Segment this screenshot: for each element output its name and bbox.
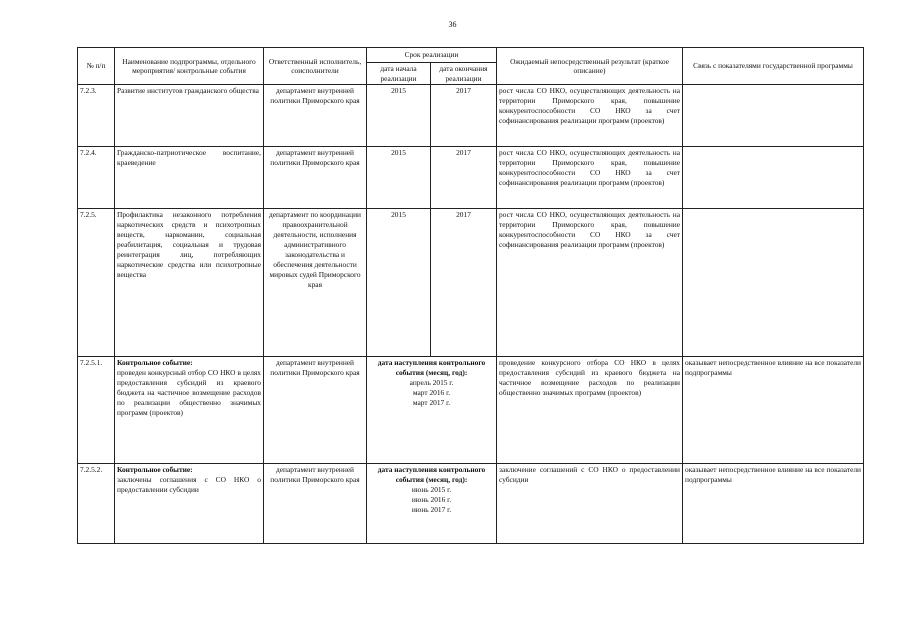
table-row xyxy=(78,209,864,357)
table-row xyxy=(78,85,864,147)
event-date-title: дата наступления контрольного события (месяц, год): xyxy=(377,465,486,484)
event-date: март 2016 г. xyxy=(412,388,451,397)
row-link xyxy=(683,147,864,209)
row-num: 7.2.5. xyxy=(78,209,115,357)
event-responsible: департамент внутренней политики Приморского края xyxy=(264,357,367,464)
row-responsible: департамент внутренней политики Приморского края xyxy=(264,85,367,147)
header-end: дата окончания реализации xyxy=(431,63,497,85)
event-description xyxy=(115,464,264,544)
row-end: 2017 xyxy=(431,147,497,209)
event-date: июнь 2016 г. xyxy=(411,495,452,504)
event-description xyxy=(115,357,264,464)
event-date: июнь 2017 г. xyxy=(411,505,452,514)
row-responsible: департамент по координации правоохранительной деятельности, исполнения административного законодательства и обеспечения деятельности мировых судей Приморского края xyxy=(264,209,367,357)
event-num: 7.2.5.2. xyxy=(78,464,115,544)
row-result: рост числа СО НКО, осуществляющих деятельность на территории Приморского края, повышение конкурентоспособности СО НКО за счет софинансирования реализации программ (проектов) xyxy=(497,85,683,147)
event-dates xyxy=(367,357,497,464)
row-link xyxy=(683,85,864,147)
header-name: Наименование подпрограммы, отдельного мероприятия/ контрольные события xyxy=(115,48,264,85)
event-date: март 2017 г. xyxy=(412,398,451,407)
event-date: апрель 2015 г. xyxy=(409,378,454,387)
row-start: 2015 xyxy=(367,147,431,209)
event-text: заключены соглашения с СО НКО о предоставлении субсидии xyxy=(117,475,261,494)
row-name: Гражданско-патриотическое воспитание, краеведение xyxy=(115,147,264,209)
row-start: 2015 xyxy=(367,209,431,357)
header-responsible: Ответственный исполнитель, соисполнители xyxy=(264,48,367,85)
event-date-title: дата наступления контрольного события (месяц, год): xyxy=(377,358,486,377)
row-result: рост числа СО НКО, осуществляющих деятельность на территории Приморского края, повышение конкурентоспособности СО НКО за счет софинансирования реализации программ (проектов) xyxy=(497,209,683,357)
event-text: проведен конкурсный отбор СО НКО в целях предоставления субсидий из краевого бюджета на частичное возмещение расходов по реализации общественно значимых программ (проектов) xyxy=(117,368,261,417)
event-result: проведение конкурсного отбора СО НКО в целях предоставления субсидий из краевого бюджета на частичное возмещение расходов по реализации общественно значимых программ (проектов) xyxy=(497,357,683,464)
page-number: 36 xyxy=(448,20,457,29)
event-row xyxy=(78,464,864,544)
event-title: Контрольное событие: xyxy=(117,358,193,367)
row-end: 2017 xyxy=(431,209,497,357)
event-title: Контрольное событие: xyxy=(117,465,193,474)
header-num: № п/п xyxy=(78,48,115,85)
header-period: Срок реализации xyxy=(367,48,497,63)
header-start: дата начала реализации xyxy=(367,63,431,85)
event-link: оказывает непосредственное влияние на все показатели подпрограммы xyxy=(683,357,864,464)
table-row xyxy=(78,147,864,209)
row-responsible: департамент внутренней политики Приморского края xyxy=(264,147,367,209)
row-num: 7.2.4. xyxy=(78,147,115,209)
event-row xyxy=(78,357,864,464)
event-link: оказывает непосредственное влияние на все показатели подпрограммы xyxy=(683,464,864,544)
header-link: Связь с показателями государственной программы xyxy=(683,48,864,85)
program-table xyxy=(77,47,864,544)
row-name: Развитие институтов гражданского общества xyxy=(115,85,264,147)
header-result: Ожидаемый непосредственный результат (краткое описание) xyxy=(497,48,683,85)
row-result: рост числа СО НКО, осуществляющих деятельность на территории Приморского края, повышение конкурентоспособности СО НКО за счет софинансирования реализации программ (проектов) xyxy=(497,147,683,209)
row-num: 7.2.3. xyxy=(78,85,115,147)
row-end: 2017 xyxy=(431,85,497,147)
event-result: заключение соглашений с СО НКО о предоставлении субсидии xyxy=(497,464,683,544)
row-name: Профилактика незаконного потребления наркотических средств и психотропных веществ, наркомании, социальная реабилитация, социальная и трудовая реинтеграция лиц, потребляющих наркотические средства или психотропные вещества xyxy=(115,209,264,357)
event-responsible: департамент внутренней политики Приморского края xyxy=(264,464,367,544)
event-dates xyxy=(367,464,497,544)
row-start: 2015 xyxy=(367,85,431,147)
event-date: июнь 2015 г. xyxy=(411,485,452,494)
row-link xyxy=(683,209,864,357)
event-num: 7.2.5.1. xyxy=(78,357,115,464)
